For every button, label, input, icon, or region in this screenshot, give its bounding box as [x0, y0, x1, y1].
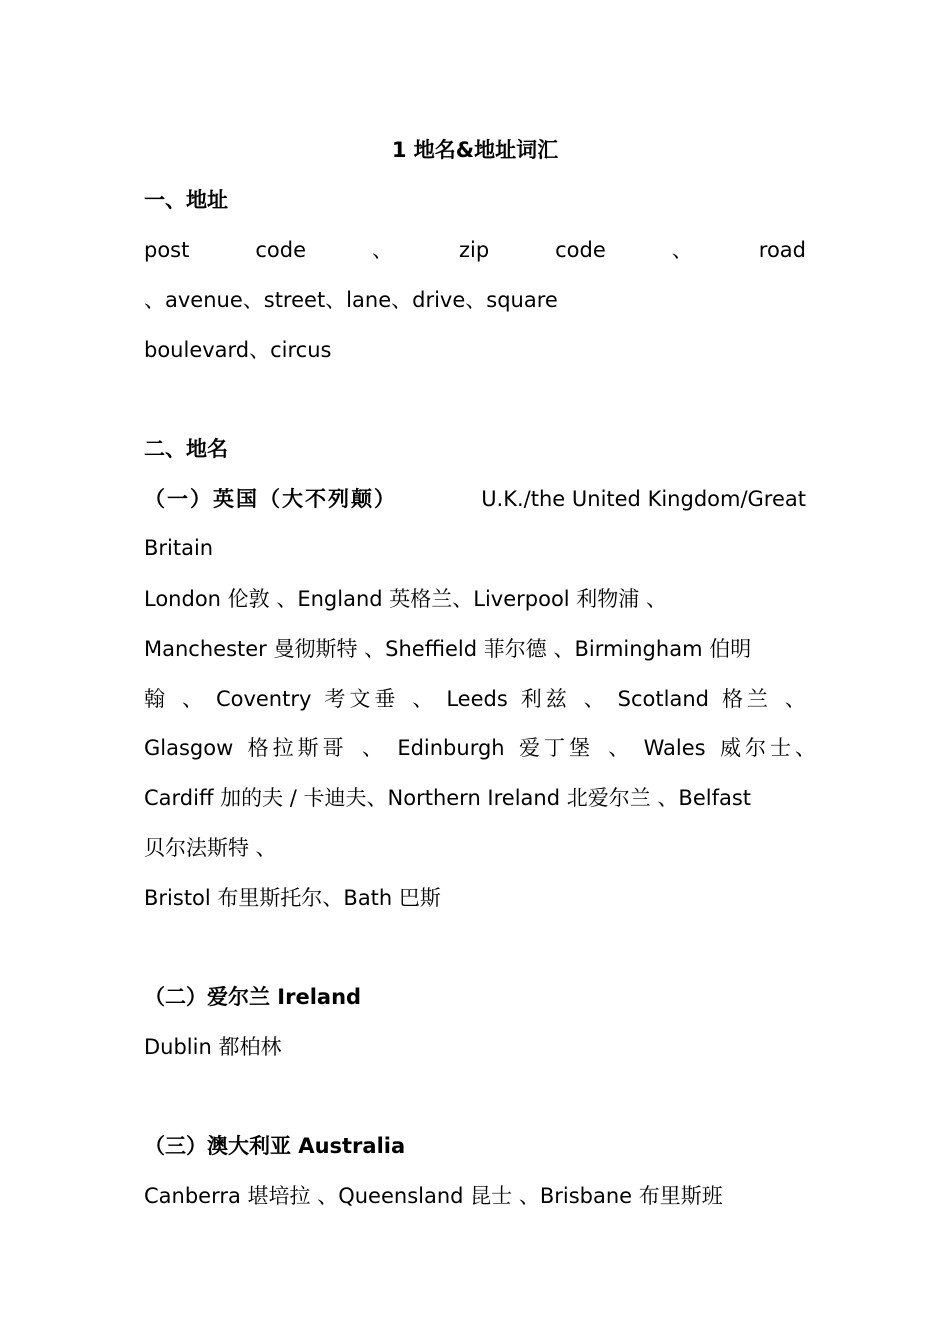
word: 翰	[144, 687, 169, 711]
word: 、	[608, 736, 630, 760]
ireland-places-line-1: Dublin 都柏林	[144, 1035, 282, 1059]
word: 格拉斯哥	[247, 736, 348, 760]
uk-places-line-5: Cardiff 加的夫 / 卡迪夫、Northern Ireland 北爱尔兰 、Belfast	[144, 786, 752, 810]
uk-places-line-7: Bristol 布里斯托尔、Bath 巴斯	[144, 886, 441, 910]
word: 、	[583, 687, 605, 711]
uk-heading-chinese: （一）英国（大不列颠）	[144, 487, 397, 511]
word: 格兰	[721, 687, 772, 711]
uk-heading-english: U.K./the United Kingdom/Great	[481, 487, 806, 511]
word: 、	[361, 736, 383, 760]
ireland-heading: （二）爱尔兰 Ireland	[144, 985, 362, 1009]
word: Edinburgh	[397, 736, 505, 760]
word: code	[555, 238, 606, 262]
word: Scotland	[617, 687, 709, 711]
uk-places-line-2: Manchester 曼彻斯特 、Sheffield 菲尔德 、Birmingham 伯明	[144, 637, 752, 661]
australia-heading: （三）澳大利亚 Australia	[144, 1134, 406, 1158]
word: Wales	[643, 736, 706, 760]
word: 爱丁堡	[518, 736, 594, 760]
section-heading-address: 一、地址	[144, 188, 228, 212]
word: Leeds	[446, 687, 508, 711]
word: code	[255, 238, 306, 262]
document-title: 1 地名&地址词汇	[391, 138, 559, 162]
address-line-2: 、avenue、street、lane、drive、square	[144, 288, 558, 312]
uk-heading-continued: Britain	[144, 536, 214, 560]
word: 利兹	[520, 687, 571, 711]
word: 、	[784, 687, 806, 711]
address-line-3: boulevard、circus	[144, 338, 332, 362]
word: 、	[412, 687, 434, 711]
word: 威尔士、	[719, 736, 820, 760]
word: 、	[671, 238, 693, 262]
australia-places-line-1: Canberra 堪培拉 、Queensland 昆士 、Brisbane 布里斯班	[144, 1184, 723, 1208]
address-line-1	[144, 235, 806, 265]
uk-places-line-6: 贝尔法斯特 、	[144, 836, 277, 860]
word: 、	[181, 687, 203, 711]
uk-places-line-3	[144, 684, 806, 714]
word: post	[144, 238, 190, 262]
word: 、	[371, 238, 393, 262]
word: Coventry	[215, 687, 312, 711]
section-heading-places: 二、地名	[144, 437, 228, 461]
uk-heading	[144, 484, 806, 514]
word: road	[758, 238, 806, 262]
word: zip	[458, 238, 490, 262]
uk-places-line-4	[144, 733, 820, 763]
word: Glasgow	[144, 736, 234, 760]
word: 考文垂	[324, 687, 400, 711]
uk-places-line-1: London 伦敦 、England 英格兰、Liverpool 利物浦 、	[144, 587, 667, 611]
